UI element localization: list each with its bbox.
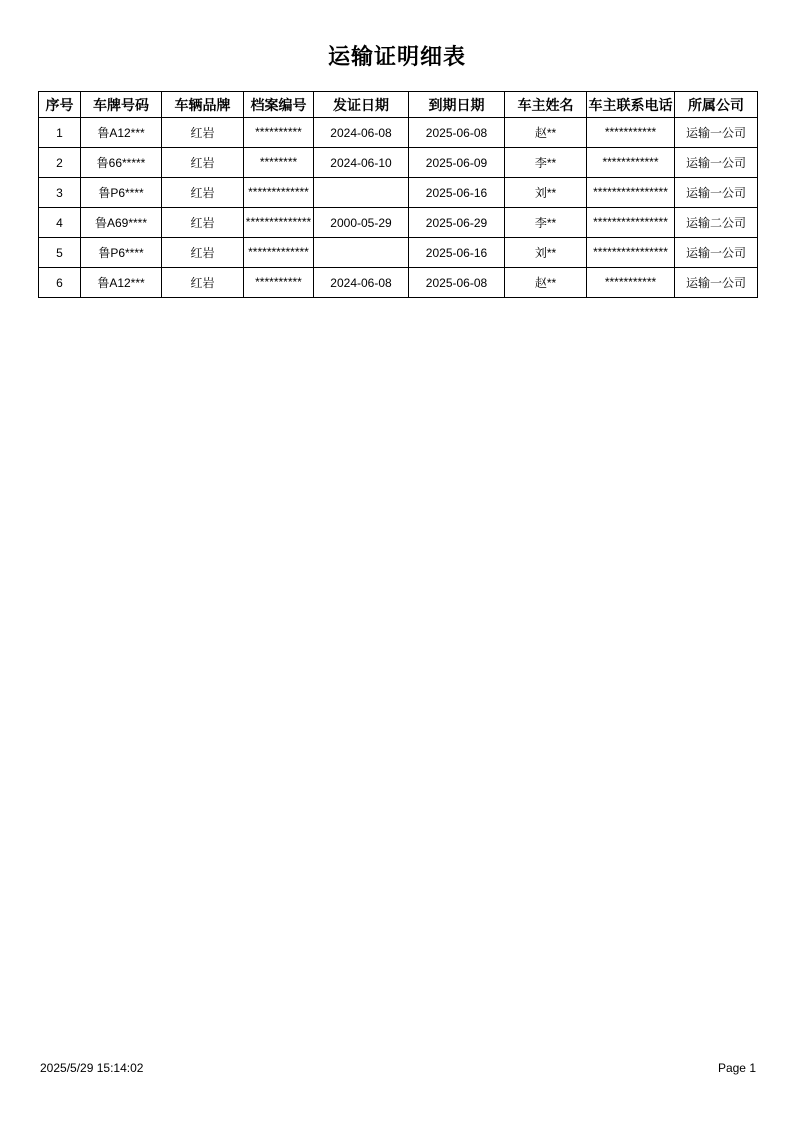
cell-vehicle-brand: 红岩 (162, 118, 244, 148)
cell-index: 4 (39, 208, 81, 238)
cell-file-number: ********** (244, 268, 314, 298)
header-issue-date: 发证日期 (314, 92, 409, 118)
table-row (39, 148, 758, 178)
cell-owner-name: 刘** (505, 238, 587, 268)
cell-company: 运输一公司 (675, 148, 758, 178)
cell-issue-date (314, 178, 409, 208)
table-row (39, 208, 758, 238)
header-owner-name: 车主姓名 (505, 92, 587, 118)
cell-expiry-date: 2025-06-08 (409, 268, 505, 298)
table-row (39, 268, 758, 298)
cell-owner-phone: **************** (587, 238, 675, 268)
cell-file-number: ************* (244, 238, 314, 268)
cell-owner-name: 李** (505, 208, 587, 238)
cell-plate-number: 鲁A12*** (81, 268, 162, 298)
cell-owner-phone: **************** (587, 178, 675, 208)
cell-file-number: ************* (244, 178, 314, 208)
header-expiry-date: 到期日期 (409, 92, 505, 118)
cell-issue-date (314, 238, 409, 268)
header-vehicle-brand: 车辆品牌 (162, 92, 244, 118)
table-row (39, 178, 758, 208)
table-header-row (39, 92, 758, 118)
cell-issue-date: 2024-06-08 (314, 268, 409, 298)
cell-index: 5 (39, 238, 81, 268)
cell-file-number: ********** (244, 118, 314, 148)
cell-company: 运输一公司 (675, 238, 758, 268)
cell-expiry-date: 2025-06-16 (409, 238, 505, 268)
cell-index: 3 (39, 178, 81, 208)
header-company: 所属公司 (675, 92, 758, 118)
cell-vehicle-brand: 红岩 (162, 268, 244, 298)
header-plate-number: 车牌号码 (81, 92, 162, 118)
header-file-number: 档案编号 (244, 92, 314, 118)
cell-expiry-date: 2025-06-29 (409, 208, 505, 238)
header-index: 序号 (39, 92, 81, 118)
header-owner-phone: 车主联系电话 (587, 92, 675, 118)
cell-owner-phone: **************** (587, 208, 675, 238)
cell-issue-date: 2024-06-10 (314, 148, 409, 178)
cell-file-number: ************** (244, 208, 314, 238)
cell-owner-phone: *********** (587, 118, 675, 148)
transport-certificate-table (38, 91, 758, 298)
cell-vehicle-brand: 红岩 (162, 238, 244, 268)
cell-index: 6 (39, 268, 81, 298)
table-row (39, 238, 758, 268)
cell-owner-name: 赵** (505, 118, 587, 148)
cell-owner-name: 刘** (505, 178, 587, 208)
cell-index: 2 (39, 148, 81, 178)
cell-vehicle-brand: 红岩 (162, 148, 244, 178)
cell-expiry-date: 2025-06-09 (409, 148, 505, 178)
cell-expiry-date: 2025-06-08 (409, 118, 505, 148)
cell-owner-phone: ************ (587, 148, 675, 178)
cell-index: 1 (39, 118, 81, 148)
cell-vehicle-brand: 红岩 (162, 178, 244, 208)
table-row (39, 118, 758, 148)
cell-issue-date: 2000-05-29 (314, 208, 409, 238)
cell-vehicle-brand: 红岩 (162, 208, 244, 238)
cell-issue-date: 2024-06-08 (314, 118, 409, 148)
cell-company: 运输一公司 (675, 178, 758, 208)
cell-plate-number: 鲁P6**** (81, 178, 162, 208)
page-title: 运输证明细表 (327, 45, 466, 70)
cell-file-number: ******** (244, 148, 314, 178)
cell-plate-number: 鲁A69**** (81, 208, 162, 238)
cell-company: 运输一公司 (675, 268, 758, 298)
cell-plate-number: 鲁66***** (81, 148, 162, 178)
print-timestamp: 2025/5/29 15:14:02 (40, 1061, 144, 1075)
cell-expiry-date: 2025-06-16 (409, 178, 505, 208)
cell-plate-number: 鲁P6**** (81, 238, 162, 268)
cell-owner-name: 李** (505, 148, 587, 178)
cell-company: 运输二公司 (675, 208, 758, 238)
cell-company: 运输一公司 (675, 118, 758, 148)
page-number: Page 1 (717, 1061, 756, 1075)
cell-owner-phone: *********** (587, 268, 675, 298)
cell-owner-name: 赵** (505, 268, 587, 298)
cell-plate-number: 鲁A12*** (81, 118, 162, 148)
